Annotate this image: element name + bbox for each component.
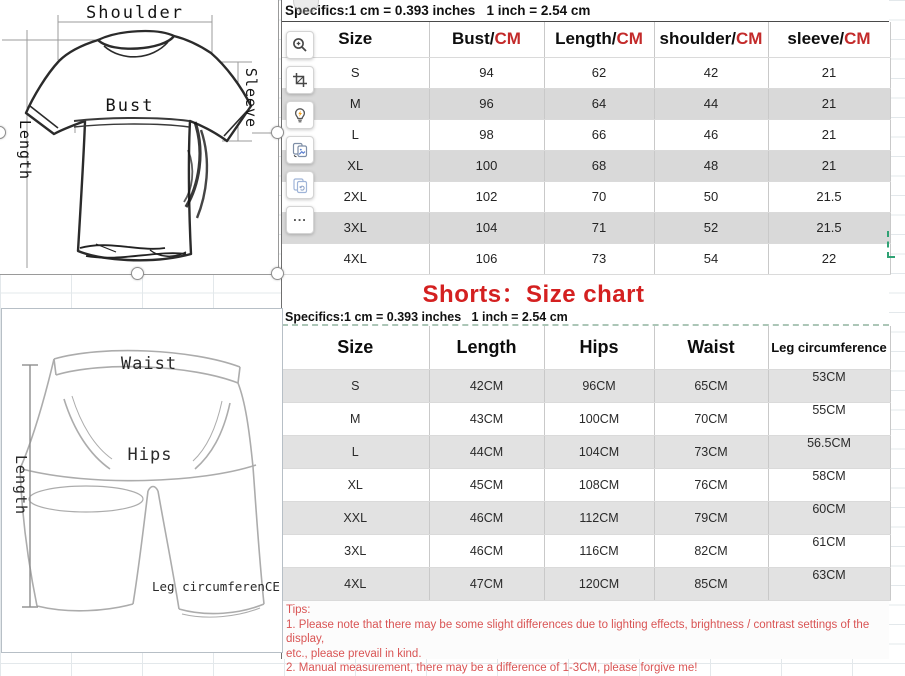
cell: 46CM [429, 502, 544, 535]
cell: 43CM [429, 403, 544, 436]
col-header-length: Length [429, 326, 544, 370]
table-header-row [282, 326, 890, 370]
cell: 55CM [768, 403, 890, 436]
cell: 64 [544, 88, 654, 119]
crop-icon [292, 72, 308, 88]
size-cell: 4XL [282, 568, 429, 601]
shorts-section-title: Shorts：Size chart [282, 275, 889, 309]
cell: 63CM [768, 568, 890, 601]
cell: 112CM [544, 502, 654, 535]
cell: 73CM [654, 436, 768, 469]
tshirt-drawing [0, 0, 279, 275]
lightbulb-icon [292, 107, 308, 123]
cell: 42CM [429, 370, 544, 403]
size-cell: L [282, 436, 429, 469]
cell: 60CM [768, 502, 890, 535]
cell: 82CM [654, 535, 768, 568]
col-header-length: Length/CM [544, 22, 654, 57]
col-header-size: Size [282, 22, 429, 57]
leg-circumference-label: Leg circumferenCE [152, 579, 280, 594]
cell: 22 [768, 243, 890, 274]
selection-handle-bottom[interactable] [131, 267, 144, 280]
ellipsis-icon: ... [293, 209, 307, 224]
cell: 66 [544, 119, 654, 150]
table-row [282, 502, 890, 535]
cell: 102 [429, 181, 544, 212]
col-header-sleeve: sleeve/CM [768, 22, 890, 57]
col-header-shoulder: shoulder/CM [654, 22, 768, 57]
cell: 94 [429, 57, 544, 88]
tshirt-size-table [282, 22, 891, 275]
tips-heading: Tips: [286, 604, 311, 616]
specifics-line-shirt: Specifics:1 cm = 0.393 inches 1 inch = 2.54 cm [282, 0, 889, 22]
shoulder-label: Shoulder [86, 3, 184, 23]
cell: 96CM [544, 370, 654, 403]
specifics-line-shorts: Specifics:1 cm = 0.393 inches 1 inch = 2.54 cm [282, 309, 889, 326]
zoom-in-button[interactable] [286, 31, 314, 59]
tips-line: 1. Please note that there may be some slight differences due to lighting effects, brightness / contrast settings of the display, [286, 618, 870, 645]
shorts-outline [20, 351, 264, 618]
table-row [282, 57, 890, 88]
cell: 48 [654, 150, 768, 181]
hips-label: Hips [127, 445, 173, 465]
extract-image-button[interactable] [286, 136, 314, 164]
copy-pages-icon [292, 177, 308, 193]
shorts-size-table [282, 326, 891, 602]
table-row [282, 436, 890, 469]
size-cell: 2XL [282, 181, 429, 212]
cell: 45CM [429, 469, 544, 502]
bust-label: Bust [105, 96, 155, 116]
col-header-hips: Hips [544, 326, 654, 370]
cell: 50 [654, 181, 768, 212]
cell: 79CM [654, 502, 768, 535]
cell: 108CM [544, 469, 654, 502]
size-chart-panel [281, 0, 889, 674]
cell: 56.5CM [768, 436, 890, 469]
size-cell: M [282, 403, 429, 436]
table-row [282, 119, 890, 150]
selection-handle-right[interactable] [271, 126, 284, 139]
cell: 100 [429, 150, 544, 181]
table-row [282, 370, 890, 403]
cell: 44 [654, 88, 768, 119]
tips-line: etc., please prevail in kind. [286, 647, 422, 660]
cell: 21 [768, 119, 890, 150]
cell: 96 [429, 88, 544, 119]
cell: 104CM [544, 436, 654, 469]
selection-handle-bottom-right[interactable] [271, 267, 284, 280]
cell: 73 [544, 243, 654, 274]
cell: 70 [544, 181, 654, 212]
size-cell: 3XL [282, 535, 429, 568]
cell: 98 [429, 119, 544, 150]
table-row [282, 535, 890, 568]
cell: 52 [654, 212, 768, 243]
length-label: Length [16, 119, 34, 181]
cell: 47CM [429, 568, 544, 601]
col-header-leg-circumference: Leg circumference [768, 326, 890, 370]
highlight-button[interactable] [286, 101, 314, 129]
size-cell: S [282, 57, 429, 88]
cell: 46 [654, 119, 768, 150]
cell: 21 [768, 88, 890, 119]
cell: 42 [654, 57, 768, 88]
floating-toolbar [286, 31, 314, 241]
more-options-button[interactable] [286, 206, 314, 234]
size-cell: XL [282, 150, 429, 181]
size-cell: XXL [282, 502, 429, 535]
size-cell: S [282, 370, 429, 403]
table-row [282, 469, 890, 502]
copy-button[interactable] [286, 171, 314, 199]
table-row [282, 150, 890, 181]
length-label: Length [12, 454, 30, 516]
cell: 21.5 [768, 212, 890, 243]
cell: 44CM [429, 436, 544, 469]
cell: 58CM [768, 469, 890, 502]
cell: 21.5 [768, 181, 890, 212]
tshirt-outline [26, 31, 251, 260]
cell: 116CM [544, 535, 654, 568]
size-cell: 4XL [282, 243, 429, 274]
cell: 65CM [654, 370, 768, 403]
cell: 21 [768, 57, 890, 88]
size-cell: M [282, 88, 429, 119]
tips-line: 2. Manual measurement, there may be a difference of 1-3CM, please forgive me! [286, 662, 698, 674]
crop-button[interactable] [286, 66, 314, 94]
table-row [282, 181, 890, 212]
table-row [282, 403, 890, 436]
size-cell: XL [282, 469, 429, 502]
waist-label: Waist [120, 354, 178, 374]
col-header-size: Size [282, 326, 429, 370]
cell: 100CM [544, 403, 654, 436]
cell: 106 [429, 243, 544, 274]
tips-note [282, 601, 889, 674]
cell: 53CM [768, 370, 890, 403]
cell: 68 [544, 150, 654, 181]
col-header-waist: Waist [654, 326, 768, 370]
cell: 70CM [654, 403, 768, 436]
shorts-drawing [2, 309, 282, 652]
cell: 46CM [429, 535, 544, 568]
cell: 21 [768, 150, 890, 181]
selection-marquee-fragment [887, 231, 895, 258]
sleeve-label: Sleeve [242, 67, 260, 129]
cell: 76CM [654, 469, 768, 502]
cell: 104 [429, 212, 544, 243]
zoom-in-icon [292, 37, 308, 53]
cell: 120CM [544, 568, 654, 601]
table-row [282, 243, 890, 274]
size-cell: L [282, 119, 429, 150]
cell: 71 [544, 212, 654, 243]
col-header-bust: Bust/CM [429, 22, 544, 57]
cell: 62 [544, 57, 654, 88]
table-row [282, 568, 890, 601]
size-cell: 3XL [282, 212, 429, 243]
cell: 61CM [768, 535, 890, 568]
table-row [282, 88, 890, 119]
image-convert-icon [292, 142, 308, 158]
tshirt-measure-figure [0, 0, 279, 275]
cell: 54 [654, 243, 768, 274]
table-row [282, 212, 890, 243]
shorts-measure-figure [1, 308, 283, 653]
cell: 85CM [654, 568, 768, 601]
table-header-row [282, 22, 890, 57]
